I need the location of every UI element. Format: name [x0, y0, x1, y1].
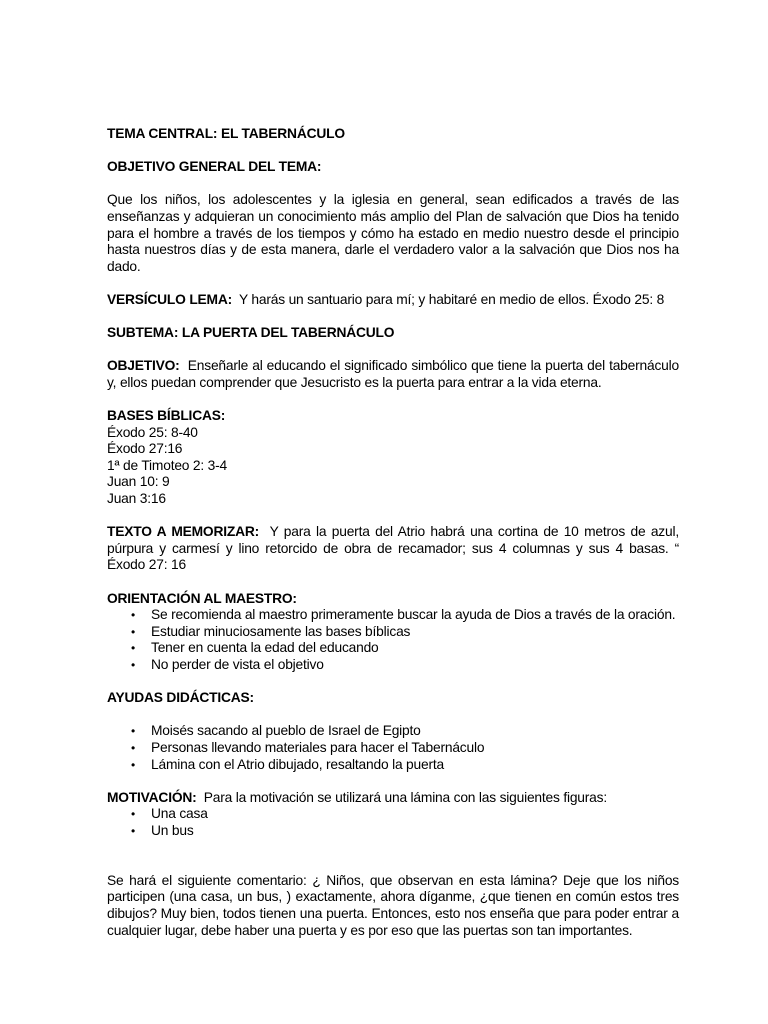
bullet-icon: •: [131, 658, 136, 672]
list-item: • No perder de vista el objetivo: [131, 657, 324, 672]
list-item: • Tener en cuenta la edad del educando: [131, 640, 379, 656]
objetivo-text: Enseñarle al educando el significado simbólico que tiene la puerta del tabernáculo y, ellos puedan comprender que Jesucristo es la puerta para entrar a la vida eterna.: [107, 358, 679, 390]
document-page: [107, 126, 679, 939]
bullet-icon: •: [131, 740, 136, 755]
versiculo-lema-label: VERSÍCULO LEMA:: [107, 291, 233, 307]
objetivo-general-heading: OBJETIVO GENERAL DEL TEMA:: [107, 159, 322, 175]
versiculo-lema-text: Y harás un santuario para mí; y habitaré en medio de ellos. Éxodo 25: 8: [239, 291, 665, 307]
bullet-icon: •: [131, 757, 136, 772]
texto-memorizar-text: Y para la puerta del Atrio habrá una cortina de 10 metros de azul, púrpura y carmesí y lino retorcido de obra de recamador; sus 4 columnas y sus 4 basas. “ Éxodo 27: 16: [107, 524, 679, 573]
list-item: • Una casa: [131, 806, 208, 822]
tema-central-heading: TEMA CENTRAL: EL TABERNÁCULO: [107, 126, 345, 141]
list-item: • Personas llevando materiales para hacer el Tabernáculo: [131, 739, 485, 755]
list-item: • Lámina con el Atrio dibujado, resaltando la puerta: [131, 756, 444, 772]
bases-biblicas-heading: BASES BÍBLICAS:: [107, 408, 226, 424]
list-item: Éxodo 27:16: [107, 441, 183, 457]
motivacion-list: [107, 806, 679, 839]
ayudas-list: [107, 723, 679, 773]
list-item: • Estudiar minuciosamente las bases bíblicas: [131, 623, 411, 639]
bullet-icon: •: [131, 641, 136, 656]
bullet-icon: •: [131, 823, 136, 838]
orientacion-heading: ORIENTACIÓN AL MAESTRO:: [107, 590, 297, 606]
bullet-icon: •: [131, 624, 136, 639]
comentario-text: Se hará el siguiente comentario: ¿ Niños, que observan en esta lámina? Deje que los niños participen (una casa, un bus, ) exactamente, ahora díganme, ¿que tienen en común estos tres dibujos? Muy bien, todos tienen una puerta. Entonces, esto nos enseña que para poder entrar a cualquier lugar, debe haber una puerta y es por eso que las puertas son tan importantes.: [107, 872, 679, 938]
motivacion-text: Para la motivación se utilizará una lámina con las siguientes figuras:: [203, 789, 607, 805]
list-item: • Se recomienda al maestro primeramente buscar la ayuda de Dios a través de la oración.: [131, 607, 676, 623]
list-item: 1ª de Timoteo 2: 3-4: [107, 457, 227, 473]
list-item: • Moisés sacando al pueblo de Israel de Egipto: [131, 723, 421, 739]
subtema-heading: SUBTEMA: LA PUERTA DEL TABERNÁCULO: [107, 325, 395, 341]
objetivo: [107, 358, 679, 391]
bullet-icon: •: [131, 724, 136, 739]
motivacion: [107, 790, 679, 807]
list-item: Juan 3:16: [107, 491, 166, 507]
list-item: • Un bus: [131, 822, 194, 838]
list-item: Juan 10: 9: [107, 474, 170, 490]
list-item: Éxodo 25: 8-40: [107, 424, 198, 440]
objetivo-label: OBJETIVO:: [107, 358, 180, 374]
orientacion-list: [107, 607, 679, 673]
texto-memorizar: [107, 524, 679, 574]
versiculo-lema: [107, 292, 679, 309]
texto-memorizar-label: TEXTO A MEMORIZAR:: [107, 524, 259, 540]
bullet-icon: •: [131, 807, 136, 822]
objetivo-general-text: Que los niños, los adolescentes y la iglesia en general, sean edificados a través de las enseñanzas y adquieran un conocimiento más amplio del Plan de salvación que Dios ha tenido para el hombre a través de los tiempos y cómo ha estado en medio nuestro desde el principio hasta nuestros días y de esta manera, darle el verdadero valor a la salvación que Dios nos ha dado.: [107, 192, 679, 274]
ayudas-heading: AYUDAS DIDÁCTICAS:: [107, 690, 254, 706]
bullet-icon: •: [131, 608, 136, 623]
motivacion-label: MOTIVACIÓN:: [107, 789, 197, 805]
bases-biblicas-list: [107, 425, 679, 508]
